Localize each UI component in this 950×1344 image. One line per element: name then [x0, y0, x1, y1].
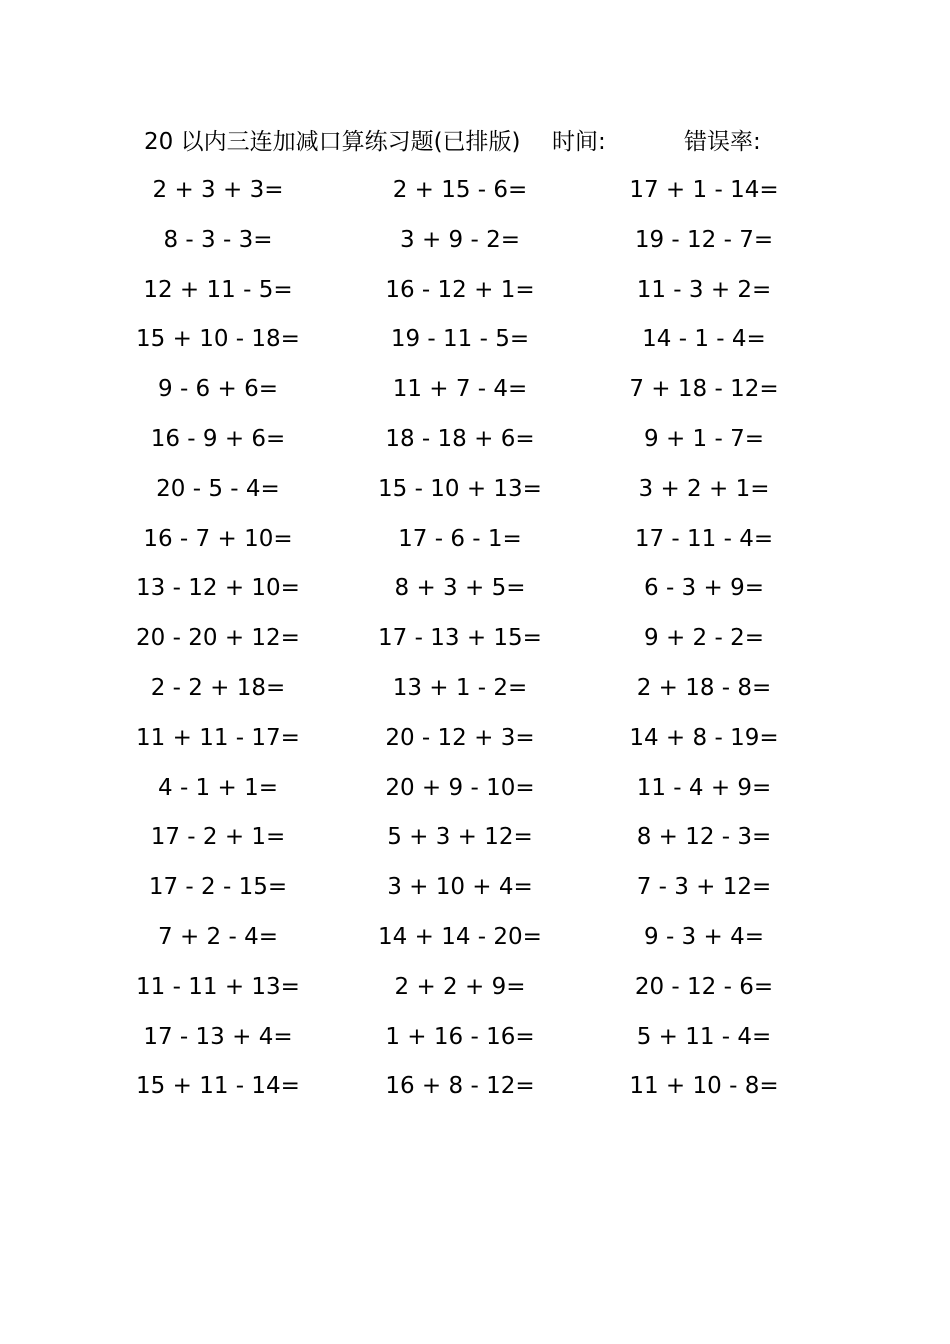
math-problem: 11 - 11 + 13= — [136, 973, 300, 1000]
math-problem: 8 - 3 - 3= — [163, 226, 273, 253]
math-problem: 2 - 2 + 18= — [150, 674, 286, 701]
math-problem: 19 - 11 - 5= — [390, 326, 530, 353]
problem-row — [0, 1062, 950, 1112]
math-problem: 7 - 3 + 12= — [636, 874, 772, 901]
problem-row — [0, 1013, 950, 1063]
math-problem: 16 - 7 + 10= — [143, 525, 293, 552]
math-problem: 7 + 2 - 4= — [158, 923, 278, 950]
math-problem: 12 + 11 - 5= — [143, 276, 293, 303]
math-problem: 20 - 20 + 12= — [136, 625, 300, 652]
math-problem: 14 + 14 - 20= — [378, 923, 542, 950]
problem-row — [0, 614, 950, 664]
math-problem: 18 - 18 + 6= — [385, 425, 535, 452]
problem-row — [0, 963, 950, 1013]
math-problem: 3 + 2 + 1= — [638, 475, 770, 502]
problem-row — [0, 913, 950, 963]
math-problem: 7 + 18 - 12= — [629, 376, 779, 403]
math-problem: 15 + 10 - 18= — [136, 326, 300, 353]
math-problem: 11 - 4 + 9= — [636, 774, 772, 801]
error-rate-label: 错误率: — [684, 129, 761, 155]
problem-row — [0, 465, 950, 515]
problem-row — [0, 664, 950, 714]
math-problem: 14 + 8 - 19= — [629, 724, 779, 751]
math-problem: 17 - 2 + 1= — [150, 824, 286, 851]
worksheet-title: 20 以内三连加减口算练习题(已排版) — [144, 129, 521, 155]
problem-row — [0, 764, 950, 814]
math-problem: 9 + 1 - 7= — [644, 425, 764, 452]
math-problem: 15 + 11 - 14= — [136, 1073, 300, 1100]
math-problem: 2 + 2 + 9= — [394, 973, 526, 1000]
math-problem: 4 - 1 + 1= — [158, 774, 278, 801]
math-problem: 13 + 1 - 2= — [392, 674, 528, 701]
time-label: 时间: — [552, 129, 606, 155]
math-problem: 20 - 12 - 6= — [634, 973, 774, 1000]
math-problem: 5 + 11 - 4= — [636, 1023, 772, 1050]
math-problem: 17 - 13 + 15= — [378, 625, 542, 652]
math-problem: 14 - 1 - 4= — [642, 326, 766, 353]
problem-row — [0, 863, 950, 913]
math-problem: 2 + 3 + 3= — [152, 177, 284, 203]
math-problem: 16 - 12 + 1= — [385, 276, 535, 303]
problem-grid — [0, 166, 950, 1112]
math-problem: 17 + 1 - 14= — [629, 177, 779, 203]
math-problem: 15 - 10 + 13= — [378, 475, 542, 502]
math-problem: 17 - 13 + 4= — [143, 1023, 293, 1050]
problem-row — [0, 564, 950, 614]
math-problem: 9 + 2 - 2= — [644, 625, 764, 652]
math-problem: 17 - 11 - 4= — [634, 525, 774, 552]
math-problem: 8 + 12 - 3= — [636, 824, 772, 851]
math-problem: 11 + 10 - 8= — [629, 1073, 779, 1100]
math-problem: 16 + 8 - 12= — [385, 1073, 535, 1100]
problem-row — [0, 365, 950, 415]
math-problem: 13 - 12 + 10= — [136, 575, 300, 602]
math-problem: 3 + 9 - 2= — [400, 226, 520, 253]
math-problem: 11 + 7 - 4= — [392, 376, 528, 403]
problem-row — [0, 415, 950, 465]
math-problem: 16 - 9 + 6= — [150, 425, 286, 452]
problem-row — [0, 216, 950, 266]
math-problem: 11 - 3 + 2= — [636, 276, 772, 303]
math-problem: 20 - 5 - 4= — [156, 475, 280, 502]
worksheet-header — [144, 124, 824, 160]
problem-row — [0, 166, 950, 216]
problem-row — [0, 266, 950, 316]
math-problem: 1 + 16 - 16= — [385, 1023, 535, 1050]
math-problem: 9 - 3 + 4= — [644, 923, 764, 950]
math-problem: 19 - 12 - 7= — [634, 226, 774, 253]
math-problem: 3 + 10 + 4= — [387, 874, 533, 901]
math-problem: 20 - 12 + 3= — [385, 724, 535, 751]
math-problem: 9 - 6 + 6= — [158, 376, 278, 403]
math-problem: 5 + 3 + 12= — [387, 824, 533, 851]
problem-row — [0, 315, 950, 365]
math-problem: 11 + 11 - 17= — [136, 724, 300, 751]
problem-row — [0, 813, 950, 863]
math-problem: 17 - 2 - 15= — [148, 874, 288, 901]
math-problem: 17 - 6 - 1= — [398, 525, 522, 552]
math-problem: 2 + 15 - 6= — [392, 177, 528, 203]
problem-row — [0, 515, 950, 565]
math-problem: 6 - 3 + 9= — [644, 575, 764, 602]
math-problem: 8 + 3 + 5= — [394, 575, 526, 602]
math-problem: 20 + 9 - 10= — [385, 774, 535, 801]
problem-row — [0, 714, 950, 764]
math-problem: 2 + 18 - 8= — [636, 674, 772, 701]
